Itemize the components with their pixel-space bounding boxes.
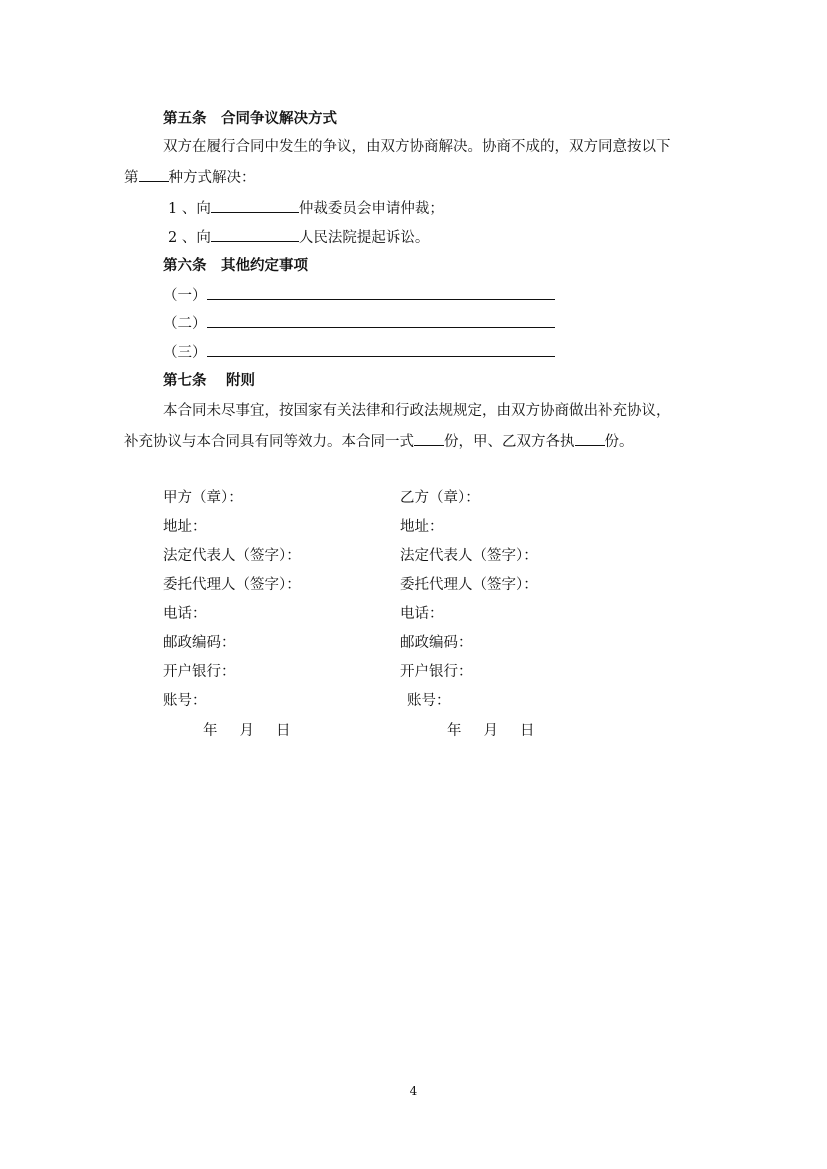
party-a-phone: 电话： xyxy=(163,606,207,622)
party-a-legal-rep: 法定代表人（签字）： xyxy=(163,548,301,564)
item-1-label: （一） xyxy=(163,288,207,304)
party-b-date xyxy=(447,721,535,741)
party-b-bank: 开户银行： xyxy=(400,664,473,680)
party-a-date-day: 日 xyxy=(276,723,291,739)
party-b-account: 账号： xyxy=(407,693,451,709)
party-a-agent: 委托代理人（签字）： xyxy=(163,577,301,593)
party-b-postal-code: 邮政编码： xyxy=(400,635,473,651)
arbitration-committee-blank[interactable] xyxy=(211,198,299,213)
party-a-seal: 甲方（章）： xyxy=(163,490,243,506)
article6-item-2 xyxy=(163,313,555,334)
article5-option1 xyxy=(168,198,444,219)
option1-prefix: 1 、向 xyxy=(168,201,211,217)
copies-each-blank[interactable] xyxy=(575,431,605,446)
party-b-phone: 电话： xyxy=(400,606,444,622)
court-blank[interactable] xyxy=(211,227,299,242)
party-b-date-month: 月 xyxy=(483,723,498,739)
party-b-seal: 乙方（章）： xyxy=(400,490,480,506)
article5-paragraph-line1: 双方在履行合同中发生的争议，由双方协商解决。协商不成的，双方同意按以下 xyxy=(163,139,671,155)
party-b-date-year: 年 xyxy=(447,723,462,739)
party-a-date-month: 月 xyxy=(239,723,254,739)
item-3-label: （三） xyxy=(163,345,207,361)
option2-prefix: 2 、向 xyxy=(168,230,211,246)
para-line2-c: 份。 xyxy=(604,434,634,450)
party-b-address: 地址： xyxy=(400,519,444,535)
party-b-agent: 委托代理人（签字）： xyxy=(400,577,538,593)
article6-item-1 xyxy=(163,285,555,306)
party-a-account: 账号： xyxy=(163,693,207,709)
party-a-postal-code: 邮政编码： xyxy=(163,635,236,651)
article5-para-suffix: 种方式解决： xyxy=(168,170,256,186)
item-2-label: （二） xyxy=(163,316,207,332)
article5-option2 xyxy=(168,227,429,248)
option1-suffix: 仲裁委员会申请仲裁； xyxy=(298,201,444,217)
item-1-blank[interactable] xyxy=(207,285,555,300)
para-line2-b: 份，甲、乙双方各执 xyxy=(444,434,575,450)
choice-blank[interactable] xyxy=(139,167,169,182)
party-a-date xyxy=(203,721,291,741)
party-b-legal-rep: 法定代表人（签字）： xyxy=(400,548,538,564)
article7-heading: 第七条 附则 xyxy=(163,373,256,389)
article6-item-3 xyxy=(163,342,555,363)
item-2-blank[interactable] xyxy=(207,313,555,328)
copies-total-blank[interactable] xyxy=(414,431,444,446)
article5-paragraph-line2 xyxy=(124,167,256,188)
para-line2-a: 补充协议与本合同具有同等效力。本合同一式 xyxy=(124,434,414,450)
party-b-date-day: 日 xyxy=(520,723,535,739)
item-3-blank[interactable] xyxy=(207,342,555,357)
article5-para-prefix: 第 xyxy=(124,170,139,186)
article5-heading: 第五条 合同争议解决方式 xyxy=(163,111,337,127)
party-a-date-year: 年 xyxy=(203,723,218,739)
party-a-address: 地址： xyxy=(163,519,207,535)
article6-heading: 第六条 其他约定事项 xyxy=(163,258,308,274)
article7-paragraph-line2 xyxy=(124,431,634,452)
party-a-bank: 开户银行： xyxy=(163,664,236,680)
page-number: 4 xyxy=(409,1084,418,1098)
option2-suffix: 人民法院提起诉讼。 xyxy=(298,230,430,246)
article7-paragraph-line1: 本合同未尽事宜，按国家有关法律和行政法规规定，由双方协商做出补充协议， xyxy=(163,403,671,419)
